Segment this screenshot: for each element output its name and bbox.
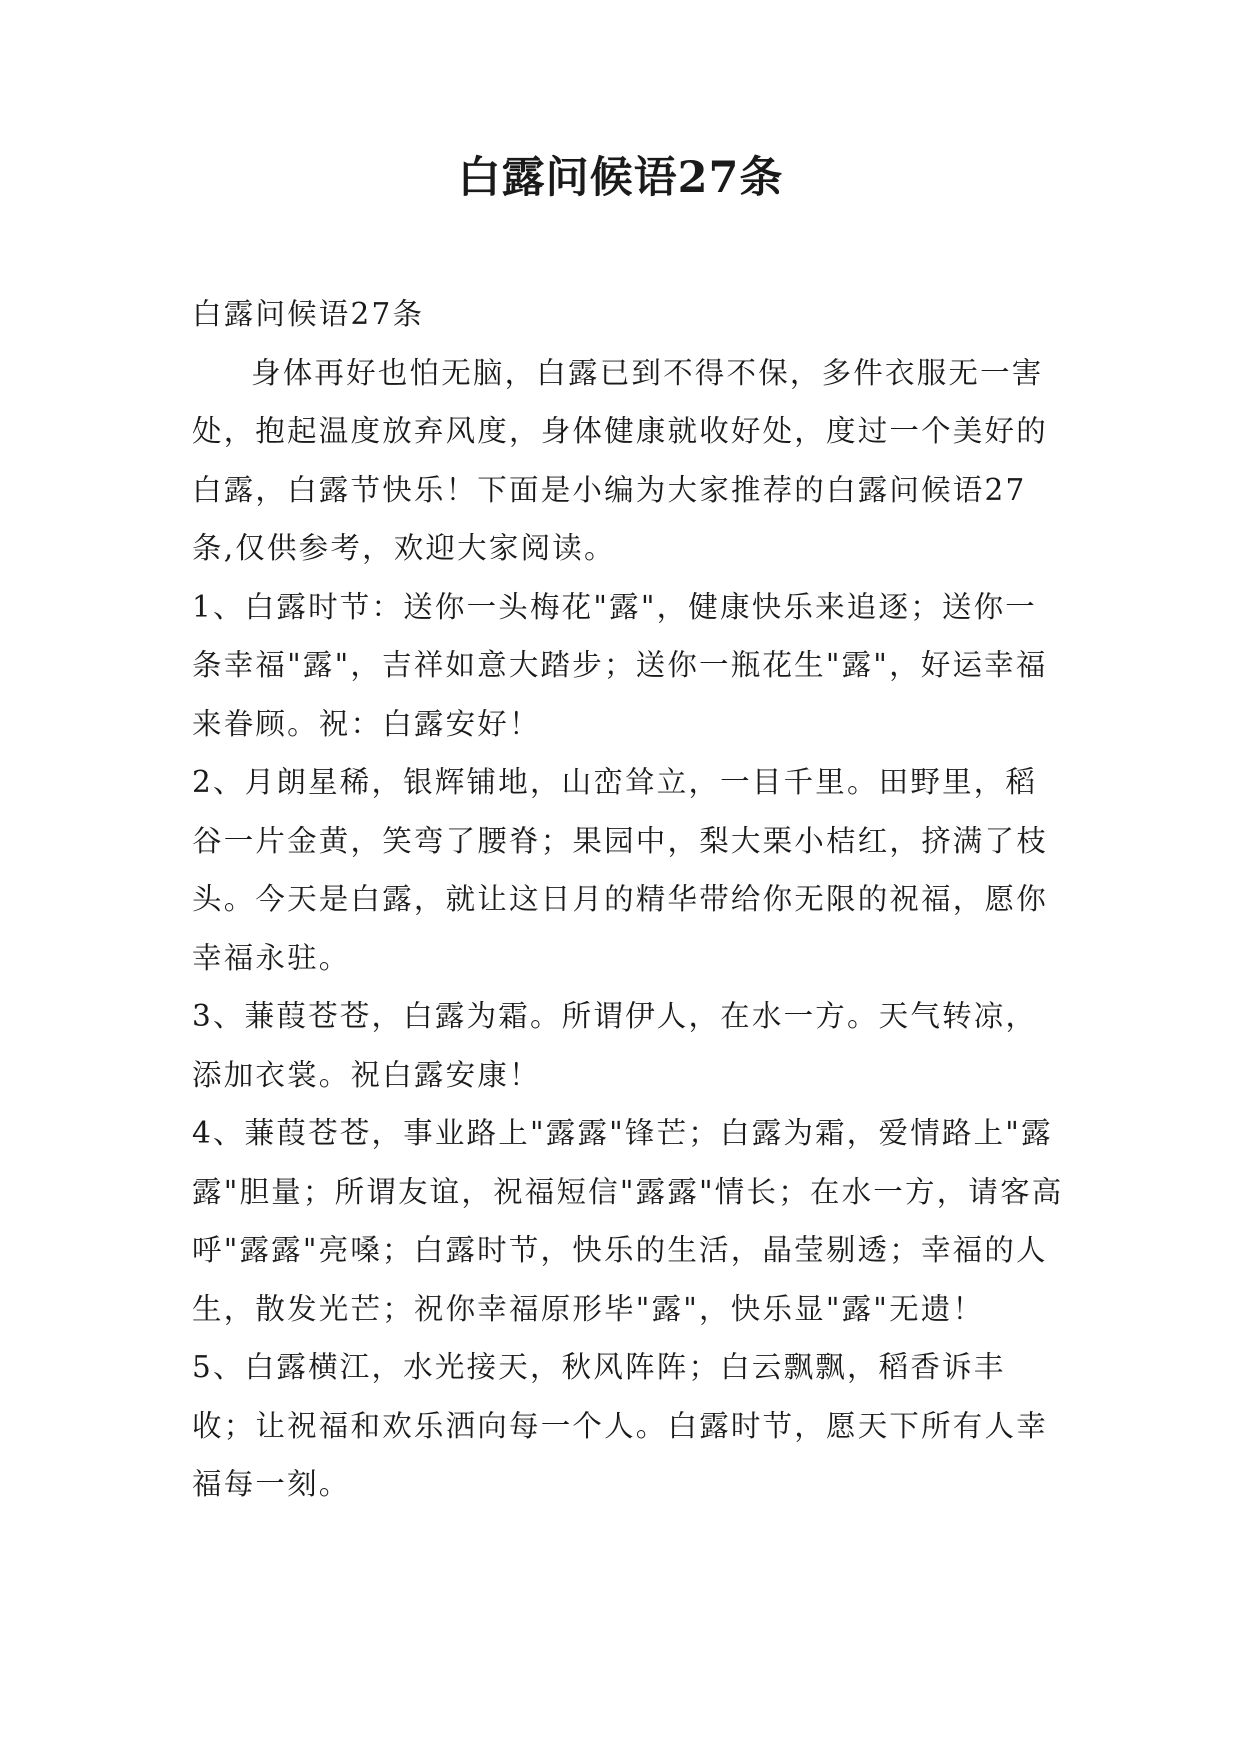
greeting-item-4: 4、蒹葭苍苍，事业路上"露露"锋芒；白露为霜，爱情路上"露露"胆量；所谓友谊，祝福短信"露露"情长；在水一方，请客高呼"露露"亮嗓；白露时节，快乐的生活，晶莹剔透；幸福的人生，散发光芒；祝你幸福原形毕"露"，快乐显"露"无遗！ <box>192 1116 1064 1326</box>
greeting-item-2: 2、月朗星稀，银辉铺地，山峦耸立，一目千里。田野里，稻谷一片金黄，笑弯了腰脊；果园中，梨大栗小桔红，挤满了枝头。今天是白露，就让这日月的精华带给你无限的祝福，愿你幸福永驻。 <box>192 765 1048 975</box>
greeting-item-3: 3、蒹葭苍苍，白露为霜。所谓伊人，在水一方。天气转凉，添加衣裳。祝白露安康！ <box>192 999 1038 1092</box>
document-subtitle: 白露问候语27条 <box>192 297 425 331</box>
intro-paragraph: 身体再好也怕无脑，白露已到不得不保，多件衣服无一害处，抱起温度放弃风度，身体健康就收好处，度过一个美好的白露，白露节快乐！下面是小编为大家推荐的白露问候语27条,仅供参考，欢迎大家阅读。 <box>192 355 1048 565</box>
document-body <box>192 285 1068 1514</box>
document-title: 白露问候语27条 <box>457 153 784 203</box>
greeting-item-5: 5、白露横江，水光接天，秋风阵阵；白云飘飘，稻香诉丰收；让祝福和欢乐洒向每一个人。白露时节，愿天下所有人幸福每一刻。 <box>192 1350 1048 1501</box>
greeting-item-1: 1、白露时节：送你一头梅花"露"，健康快乐来追逐；送你一条幸福"露"，吉祥如意大踏步；送你一瓶花生"露"，好运幸福来眷顾。祝：白露安好！ <box>192 589 1048 741</box>
